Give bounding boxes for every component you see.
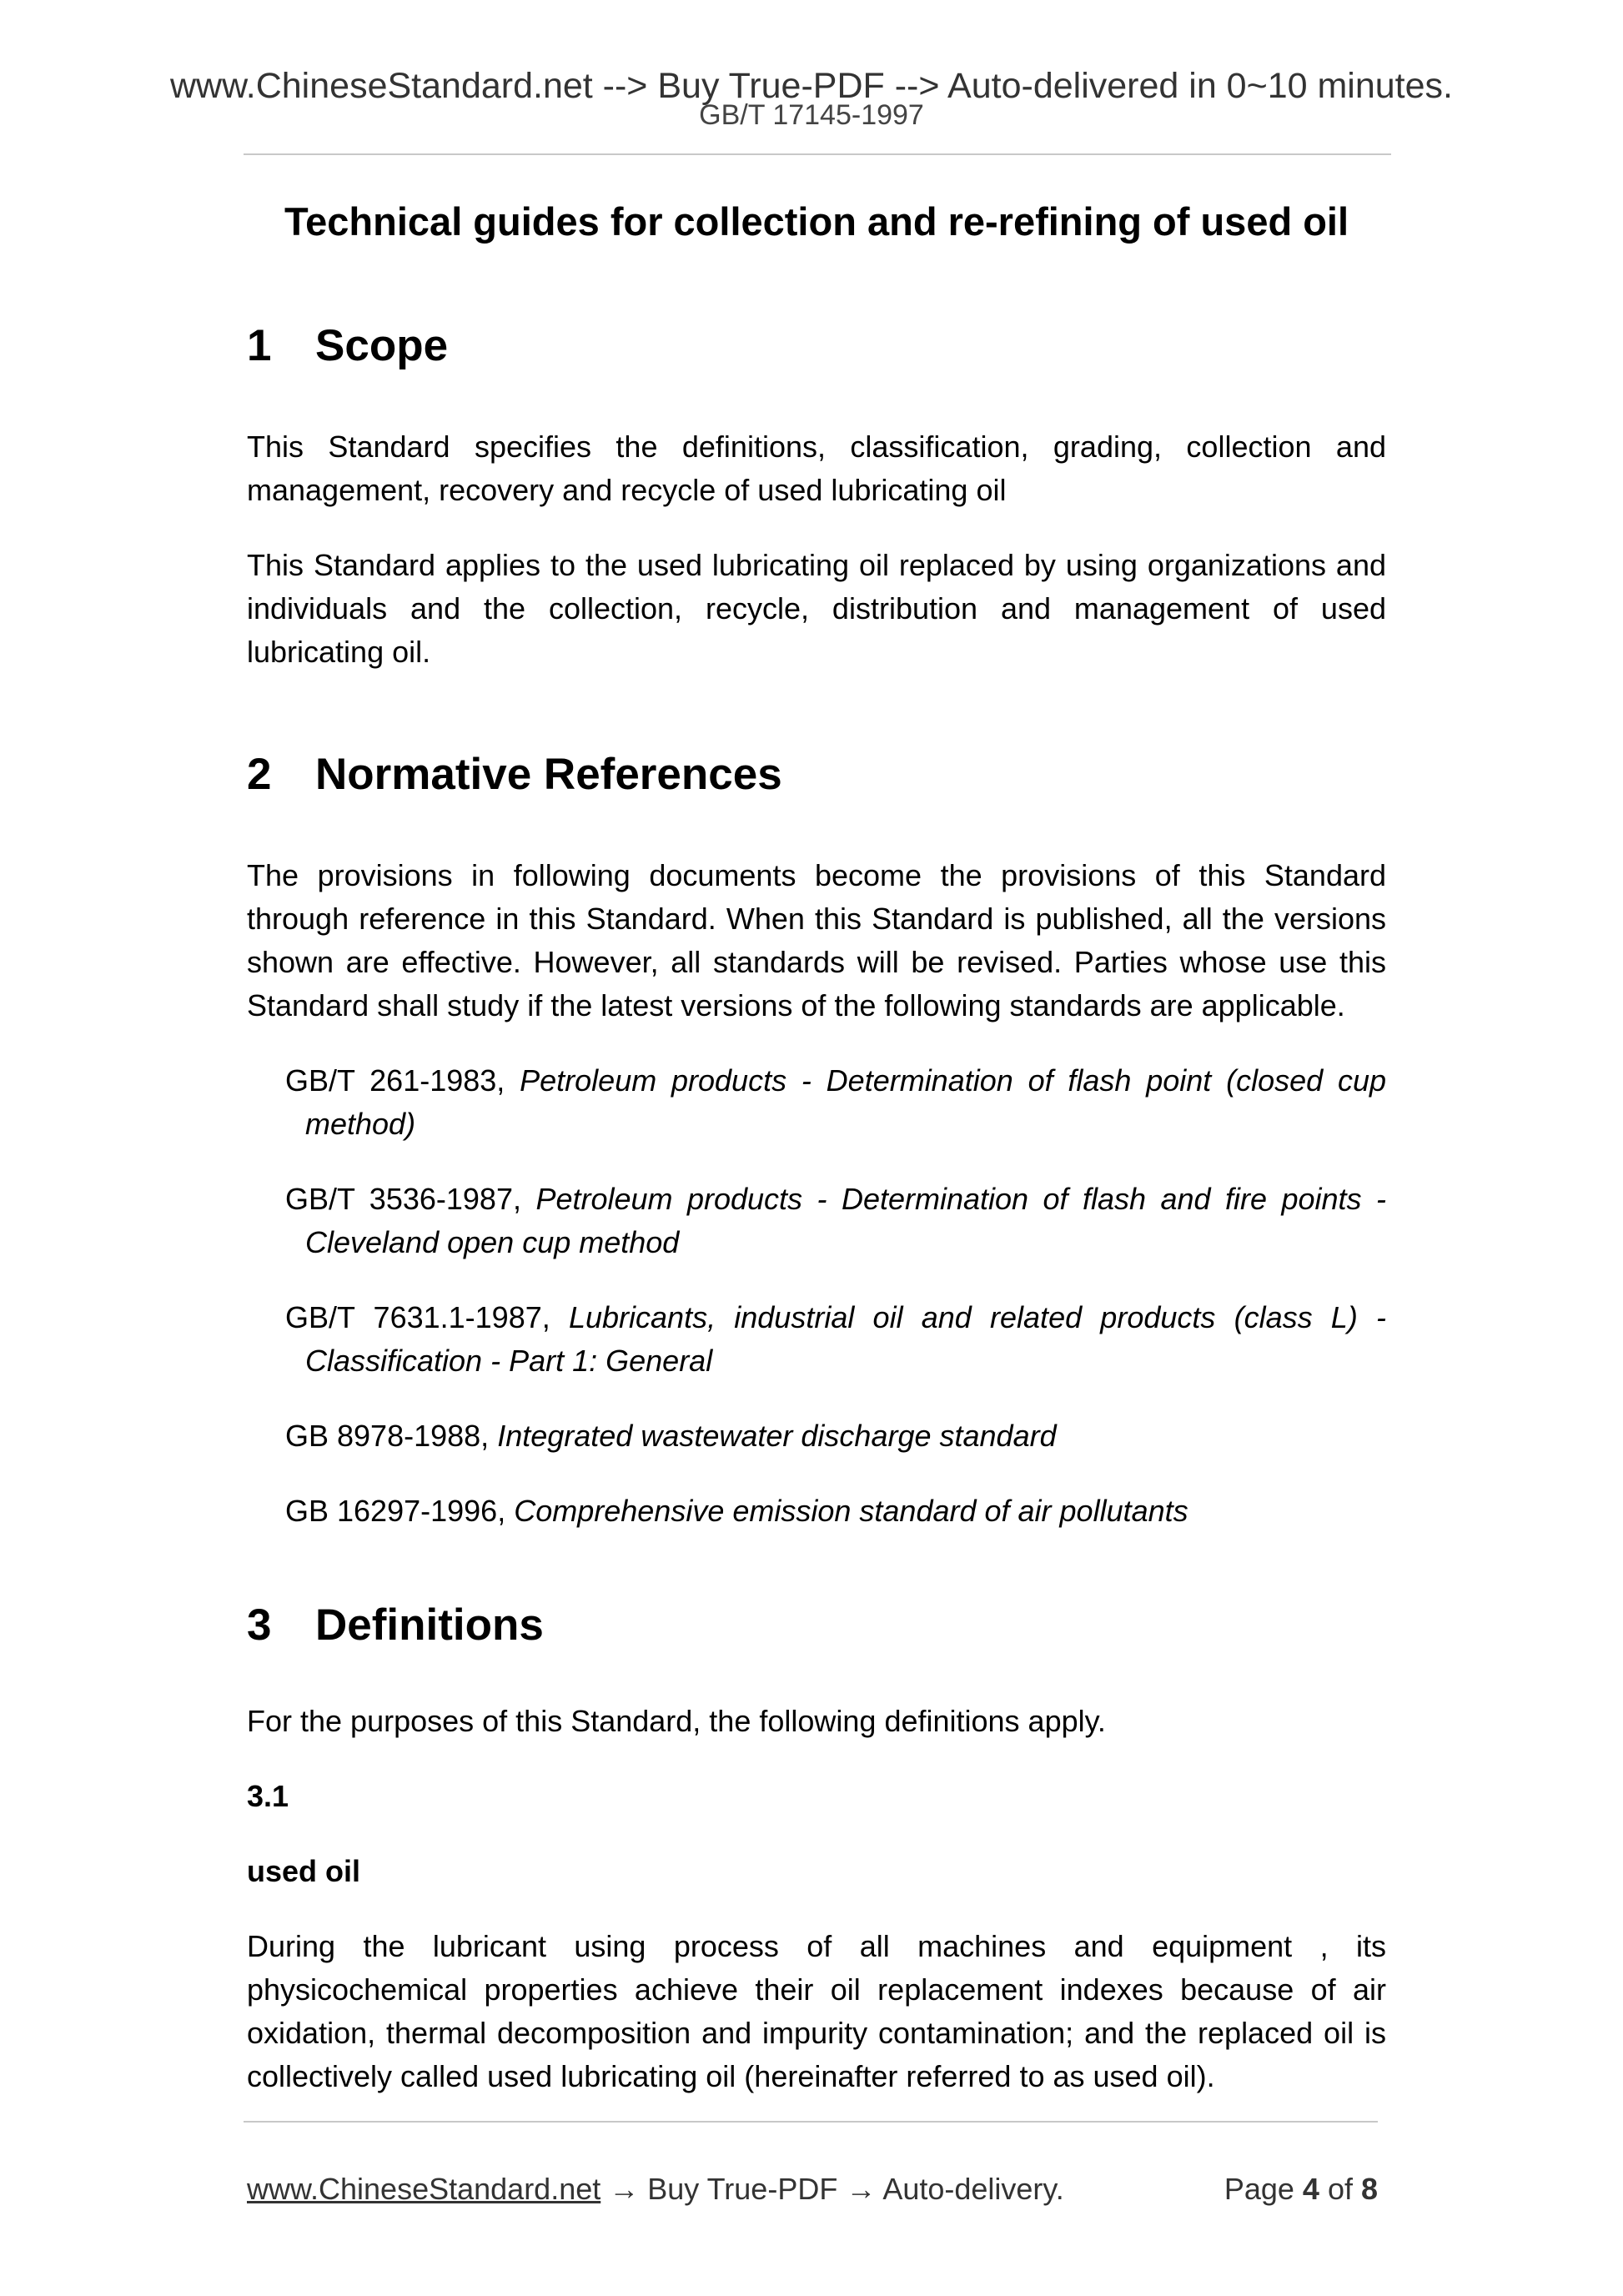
- page-total: 8: [1360, 2172, 1378, 2206]
- scope-paragraph-1: This Standard specifies the definitions, classification, grading, collection and management, recovery and recycle of used lubricating oil: [247, 430, 1386, 507]
- normative-intro: The provisions in following documents become the provisions of this Standard through reference in this Standard. When this Standard is published, all the versions shown are effective. However, all standards will be revised. Parties whose use this Standard shall study if the latest versions of the following standards are applicable.: [247, 858, 1386, 1022]
- page-of: of: [1319, 2172, 1361, 2206]
- definition-term: used oil: [247, 1854, 361, 1888]
- top-banner: www.ChineseStandard.net --> Buy True-PDF --> Auto-delivered in 0~10 minutes.: [169, 66, 1453, 106]
- definition-text: During the lubricant using process of all machines and equipment , its physicochemical properties achieve their oil replacement indexes because of air oxidation, thermal decomposition and impurity contamination; and the replaced oil is collectively called used lubricating oil (hereinafter referred to as used oil).: [247, 1929, 1386, 2093]
- reference-code: GB/T 261-1983,: [285, 1063, 505, 1098]
- header-divider: [244, 153, 1391, 155]
- page-footer: [247, 2171, 1378, 2208]
- document-number: GB/T 17145-1997: [699, 99, 924, 131]
- section-number: 2: [247, 750, 272, 799]
- section-number: 3: [247, 1600, 272, 1650]
- reference-item: [285, 1490, 1386, 1533]
- reference-code: GB 8978-1988,: [285, 1419, 490, 1453]
- reference-title: Lubricants, industrial oil and related products (class L) - Classification - Part 1: General: [305, 1300, 1387, 1378]
- reference-item: [285, 1178, 1386, 1264]
- reference-code: GB/T 7631.1-1987,: [285, 1300, 550, 1334]
- reference-code: GB/T 3536-1987,: [285, 1182, 521, 1216]
- footer-link[interactable]: www.ChineseStandard.net: [247, 2172, 601, 2206]
- reference-title: Integrated wastewater discharge standard: [497, 1419, 1057, 1453]
- reference-item: [285, 1414, 1386, 1458]
- footer-tagline: → Buy True-PDF → Auto-delivery.: [600, 2172, 1064, 2206]
- section-2-heading: [247, 749, 1386, 801]
- section-1-heading: [247, 320, 1386, 372]
- footer-divider: [244, 2121, 1378, 2123]
- document-title: Technical guides for collection and re-refining of used oil: [284, 199, 1349, 244]
- page-current: 4: [1302, 2172, 1319, 2206]
- reference-title: Petroleum products - Determination of flash point (closed cup method): [305, 1063, 1387, 1141]
- section-3-heading: [247, 1600, 1386, 1651]
- scope-paragraph-2: This Standard applies to the used lubricating oil replaced by using organizations and individuals and the collection, recycle, distribution and management of used lubricating oil.: [247, 548, 1386, 669]
- section-title: Normative References: [315, 750, 782, 799]
- section-title: Scope: [315, 321, 449, 370]
- section-number: 1: [247, 321, 272, 370]
- page-content: [247, 198, 1386, 2098]
- section-title: Definitions: [315, 1600, 544, 1650]
- reference-title: Petroleum products - Determination of flash and fire points - Cleveland open cup method: [305, 1182, 1386, 1259]
- reference-code: GB 16297-1996,: [285, 1494, 506, 1528]
- reference-item: [285, 1296, 1386, 1383]
- definitions-intro: For the purposes of this Standard, the following definitions apply.: [247, 1704, 1106, 1738]
- definition-number: 3.1: [247, 1779, 289, 1813]
- reference-item: [285, 1059, 1386, 1146]
- reference-title: Comprehensive emission standard of air pollutants: [514, 1494, 1188, 1528]
- page-indicator: [1224, 2171, 1378, 2208]
- page-prefix: Page: [1224, 2172, 1303, 2206]
